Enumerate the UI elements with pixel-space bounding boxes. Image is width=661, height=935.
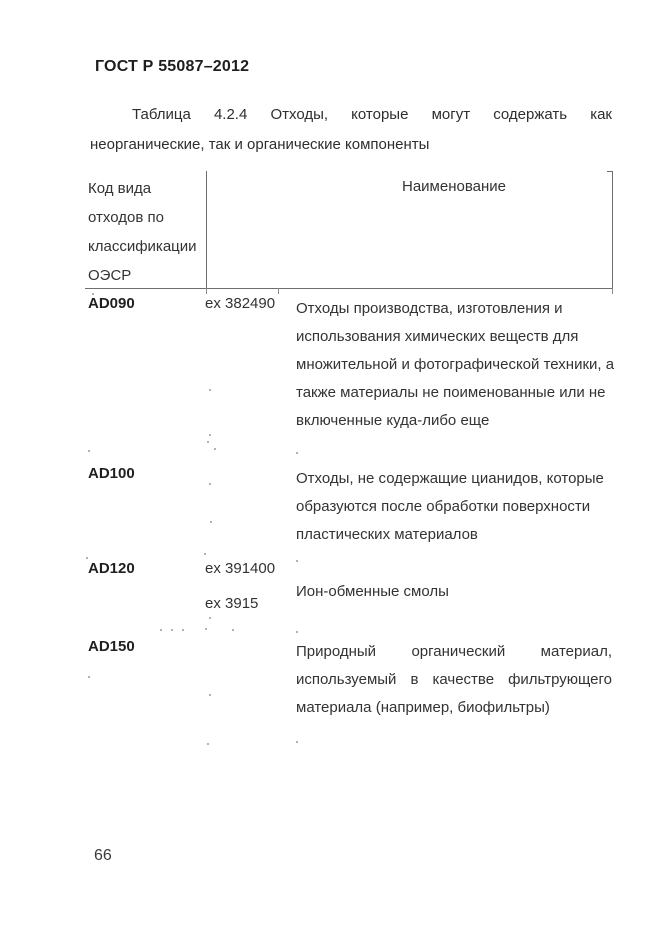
table-header-code-line: отходов по (88, 209, 164, 226)
ex-code: ex 382490 (205, 295, 276, 312)
table-header-code-line: ОЭСР (88, 267, 132, 284)
table-caption (90, 100, 612, 160)
scan-speck (207, 743, 209, 745)
scan-speck (296, 741, 298, 743)
scan-speck (88, 676, 90, 678)
table-header-code-line: Код вида (88, 180, 152, 197)
waste-name (296, 465, 612, 549)
scan-speck (205, 628, 207, 630)
table-border-horizontal (85, 288, 613, 289)
scan-speck (209, 434, 211, 436)
scan-speck (92, 293, 94, 295)
scan-speck (209, 483, 211, 485)
waste-code: AD150 (88, 638, 135, 655)
waste-name-line: также материалы не поименованные или не (296, 384, 606, 401)
scan-speck (209, 617, 211, 619)
scan-speck (214, 448, 216, 450)
scan-speck (296, 631, 298, 633)
ex-code: ex 391400 (205, 560, 276, 577)
waste-name-line: образуются после обработки поверхности (296, 498, 591, 515)
waste-name-line: Ион-обменные смолы (296, 583, 449, 600)
scan-speck (86, 557, 88, 559)
table-border-vertical-right (612, 171, 613, 288)
scan-speck (210, 521, 212, 523)
table-border-tick (206, 288, 207, 294)
page-number: 66 (94, 847, 112, 864)
scan-speck (204, 553, 206, 555)
waste-name (296, 578, 612, 606)
waste-name (296, 295, 615, 435)
scan-speck (232, 629, 234, 631)
scan-speck (160, 629, 162, 631)
waste-name-line: множительной и фотографической техники, а (296, 356, 615, 373)
table-header-code-line: классификации (88, 238, 197, 255)
table-border-vertical-left (206, 171, 207, 288)
waste-code: AD100 (88, 465, 135, 482)
waste-name (296, 638, 612, 722)
table-caption-line: Таблица 4.2.4 Отходы, которые могут содержать как (132, 106, 612, 123)
waste-code: AD120 (88, 560, 135, 577)
scan-speck (296, 452, 298, 454)
standard-code: ГОСТ Р 55087–2012 (95, 58, 250, 75)
waste-name-line: используемый в качестве фильтрующего (296, 671, 612, 688)
waste-name-line: Отходы, не содержащие цианидов, которые (296, 470, 604, 487)
waste-name-line: Отходы производства, изготовления и (296, 300, 563, 317)
table-border-tick (278, 288, 279, 294)
scan-speck (296, 560, 298, 562)
table-caption-line: неорганические, так и органические компоненты (90, 136, 430, 153)
waste-name-line: включенные куда-либо еще (296, 412, 490, 429)
ex-code: ex 3915 (205, 595, 259, 612)
scan-speck (209, 389, 211, 391)
scan-speck (88, 450, 90, 452)
waste-name-line: материала (например, биофильтры) (296, 699, 550, 716)
waste-name-line: использования химических веществ для (296, 328, 579, 345)
table-header-code-column (88, 174, 197, 290)
table-header-name-column: Наименование (402, 178, 506, 195)
waste-name-line: Природный органический материал, (296, 643, 612, 660)
scan-speck (171, 629, 173, 631)
table-border-top-cap (607, 171, 613, 172)
table-border-tick (612, 288, 613, 294)
waste-code: AD090 (88, 295, 135, 312)
scan-speck (207, 441, 209, 443)
scan-speck (182, 629, 184, 631)
waste-name-line: пластических материалов (296, 526, 478, 543)
scan-speck (209, 694, 211, 696)
